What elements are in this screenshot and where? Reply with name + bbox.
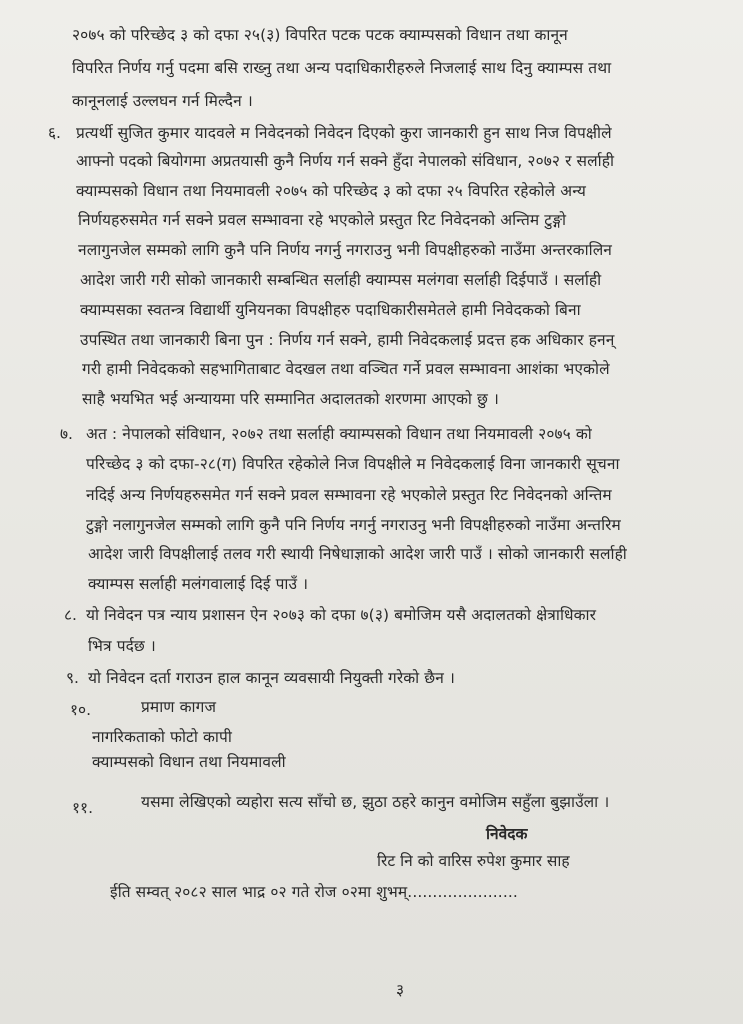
item-7-number: ७. (60, 425, 73, 443)
top-para-line-2: विपरित निर्णय गर्नु पदमा बसि राख्नु तथा अन्य पदाधिकारीहरुले निजलाई साथ दिनु क्याम्पस तथा (72, 59, 612, 77)
item-10-doc-2: क्याम्पसको विधान तथा नियमावली (92, 753, 286, 771)
date-line: ईति सम्वत् २०८२ साल भाद्र ०२ गते रोज ०२मा शुभम्...................... (110, 883, 518, 901)
top-para-line-1: २०७५ को परिच्छेद ३ को दफा २५(३) विपरित पटक पटक क्याम्पसको विधान तथा कानून (72, 26, 568, 44)
item-7-line-3: नदिई अन्य निर्णयहरुसमेत गर्न सक्ने प्रवल सम्भावना रहे भएकोले प्रस्तुत रिट निवेदनको अन्तिम (86, 486, 612, 504)
signature-label: निवेदक (486, 825, 528, 843)
item-9-number: ९. (66, 669, 79, 687)
item-6-line-6: आदेश जारी गरी सोको जानकारी सम्बन्धित सर्लाही क्याम्पस मलंगवा सर्लाही दिईपाउँ । सर्लाही (80, 271, 602, 289)
item-6-line-5: नलागुनजेल सम्मको लागि कुनै पनि निर्णय नगर्नु नगराउनु भनी विपक्षीहरुको नाउँमा अन्तरकालिन (78, 241, 613, 259)
item-8-number: ८. (64, 606, 77, 624)
item-7-line-1: अत : नेपालको संविधान, २०७२ तथा सर्लाही क्याम्पसको विधान तथा नियमावली २०७५ को (86, 425, 592, 443)
item-7-line-2: परिच्छेद ३ को दफा-२८(ग) विपरित रहेकोले निज विपक्षीले म निवेदकलाई विना जानकारी सूचना (86, 455, 620, 473)
page-number: ३ (396, 981, 405, 999)
signature-name: रिट नि को वारिस रुपेश कुमार साह (377, 852, 570, 870)
item-6-line-7: क्याम्पसका स्वतन्त्र विद्यार्थी युनियनका विपक्षीहरु पदाधिकारीसमेतले हामी निवेदकको बिना (80, 301, 581, 319)
item-6-line-2: आफ्नो पदको बियोगमा अप्रतयासी कुनै निर्णय गर्न सक्ने हुँदा नेपालको संविधान, २०७२ र सर्लाही (76, 152, 615, 170)
item-11-text: यसमा लेखिएको व्यहोरा सत्य साँचो छ, झुठा ठहरे कानुन वमोजिम सहुँला बुझाउँला । (141, 793, 610, 811)
item-11-number: ११. (72, 799, 94, 817)
item-10-title: प्रमाण कागज (141, 698, 217, 716)
item-8-line-1: यो निवेदन पत्र न्याय प्रशासन ऐन २०७३ को दफा ७(३) बमोजिम यसै अदालतको क्षेत्राधिकार (86, 606, 597, 624)
item-6-line-3: क्याम्पसको विधान तथा नियमावली २०७५ को परिच्छेद ३ को दफा २५ विपरित रहेकोले अन्य (76, 182, 587, 200)
top-para-line-3: कानूनलाई उल्लघन गर्न मिल्दैन । (72, 92, 253, 110)
item-10-doc-1: नागरिकताको फोटो कापी (92, 728, 232, 746)
item-6-line-4: निर्णयहरुसमेत गर्न सक्ने प्रवल सम्भावना रहे भएकोले प्रस्तुत रिट निवेदनको अन्तिम टुङ्गो (78, 211, 567, 229)
item-6-line-1: प्रत्यर्थी सुजित कुमार यादवले म निवेदनको निवेदन दिएको कुरा जानकारी हुन साथ निज विपक्षीले (76, 124, 612, 142)
item-7-line-6: क्याम्पस सर्लाही मलंगवालाई दिई पाउँ । (88, 575, 309, 593)
item-6-line-10: साहै भयभित भई अन्यायमा परि सम्मानित अदालतको शरणमा आएको छु । (82, 390, 500, 408)
item-6-number: ६. (48, 124, 61, 142)
item-7-line-4: टुङ्गो नलागुनजेल सम्मको लागि कुनै पनि निर्णय नगर्नु नगराउनु भनी विपक्षीहरुको नाउँमा अन्तरिम (86, 516, 621, 534)
item-8-line-2: भित्र पर्दछ । (88, 637, 156, 655)
item-6-line-9: गरी हामी निवेदकको सहभागिताबाट वेदखल तथा वञ्चित गर्ने प्रवल सम्भावना आशंका भएकोले (82, 360, 610, 378)
item-7-line-5: आदेश जारी विपक्षीलाई तलव गरी स्थायी निषेधाज्ञाको आदेश जारी पाउँ । सोको जानकारी सर्लाही (88, 545, 627, 563)
item-6-line-8: उपस्थित तथा जानकारी बिना पुन : निर्णय गर्न सक्ने, हामी निवेदकलाई प्रदत्त हक अधिकार हनन् (80, 331, 615, 349)
item-10-number: १०. (70, 701, 92, 719)
item-9-line-1: यो निवेदन दर्ता गराउन हाल कानून व्यवसायी नियुक्ती गरेको छैन । (88, 669, 455, 687)
